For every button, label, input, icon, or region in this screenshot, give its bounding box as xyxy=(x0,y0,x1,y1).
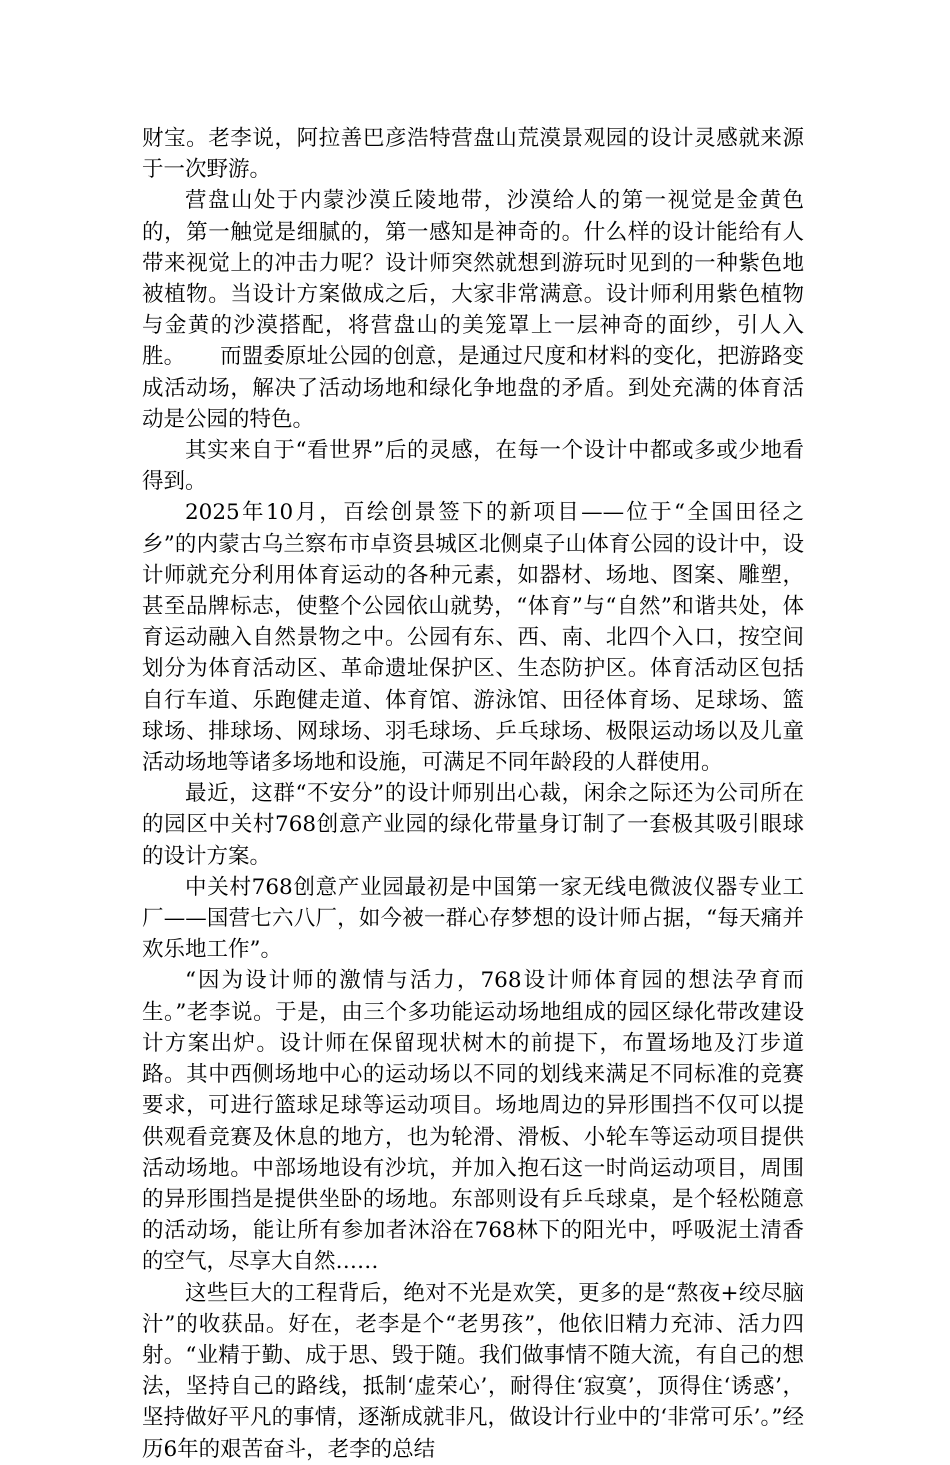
paragraph-4: 2025年10月，百绘创景签下的新项目——位于“全国田径之乡”的内蒙古乌兰察布市卓资县城区北侧桌子山体育公园的设计中，设计师就充分利用体育运动的各种元素，如器材、场地、图案、雕塑，甚至品牌标志，使整个公园依山就势，“体育”与“自然”和谐共处，体育运动融入自然景物之中。公园有东、西、南、北四个入口，按空间划分为体育活动区、革命遗址保护区、生态防护区。体育活动区包括自行车道、乐跑健走道、体育馆、游泳馆、田径体育场、足球场、篮球场、排球场、网球场、羽毛球场、乒乓球场、极限运动场以及儿童活动场地等诸多场地和设施，可满足不同年龄段的人群使用。 xyxy=(142,500,805,776)
paragraph-5: 最近，这群“不安分”的设计师别出心裁，闲余之际还为公司所在的园区中关村768创意产业园的绿化带量身订制了一套极其吸引眼球的设计方案。 xyxy=(142,781,804,869)
paragraph-7: “因为设计师的激情与活力，768设计师体育园的想法孕育而生。”老李说。于是，由三个多功能运动场地组成的园区绿化带改建设计方案出炉。设计师在保留现状树木的前提下，布置场地及汀步道路。其中西侧场地中心的运动场以不同的划线来满足不同标准的竞赛要求，可进行篮球足球等运动项目。场地周边的异形围挡不仅可以提供观看竞赛及休息的地方，也为轮滑、滑板、小轮车等运动项目提供活动场地。中部场地设有沙坑，并加入抱石这一时尚运动项目，周围的异形围挡是提供坐卧的场地。东部则设有乒乓球桌，是个轻松随意的活动场，能让所有参加者沐浴在768林下的阳光中，呼吸泥土清香的空气，尽享大自然…… xyxy=(142,968,804,1275)
document-page xyxy=(142,123,804,1465)
paragraph-3: 其实来自于“看世界”后的灵感，在每一个设计中都或多或少地看得到。 xyxy=(142,438,804,495)
paragraph-2: 营盘山处于内蒙沙漠丘陵地带，沙漠给人的第一视觉是金黄色的，第一触觉是细腻的，第一感知是神奇的。什么样的设计能给有人带来视觉上的冲击力呢？设计师突然就想到游玩时见到的一种紫色地被植物。当设计方案做成之后，大家非常满意。设计师利用紫色植物与金黄的沙漠搭配，将营盘山的美笼罩上一层神奇的面纱，引人入胜。 而盟委原址公园的创意，是通过尺度和材料的变化，把游路变成活动场，解决了活动场地和绿化争地盘的矛盾。到处充满的体育活动是公园的特色。 xyxy=(142,188,804,432)
paragraph-8: 这些巨大的工程背后，绝对不光是欢笑，更多的是“熬夜+绞尽脑汁”的收获品。好在，老李是个“老男孩”，他依旧精力充沛、活力四射。“业精于勤、成于思、毁于随。我们做事情不随大流，有自己的想法，坚持自己的路线，抵制‘虚荣心’，耐得住‘寂寞’，顶得住‘诱惑’，坚持做好平凡的事情，逐渐成就非凡，做设计行业中的‘非常可乐’。”经历6年的艰苦奋斗，老李的总结 xyxy=(142,1280,804,1462)
paragraph-6: 中关村768创意产业园最初是中国第一家无线电微波仪器专业工厂——国营七六八厂，如今被一群心存梦想的设计师占据，“每天痛并欢乐地工作”。 xyxy=(142,874,804,963)
paragraph-1: 财宝。老李说，阿拉善巴彦浩特营盘山荒漠景观园的设计灵感就来源于一次野游。 xyxy=(142,126,804,183)
